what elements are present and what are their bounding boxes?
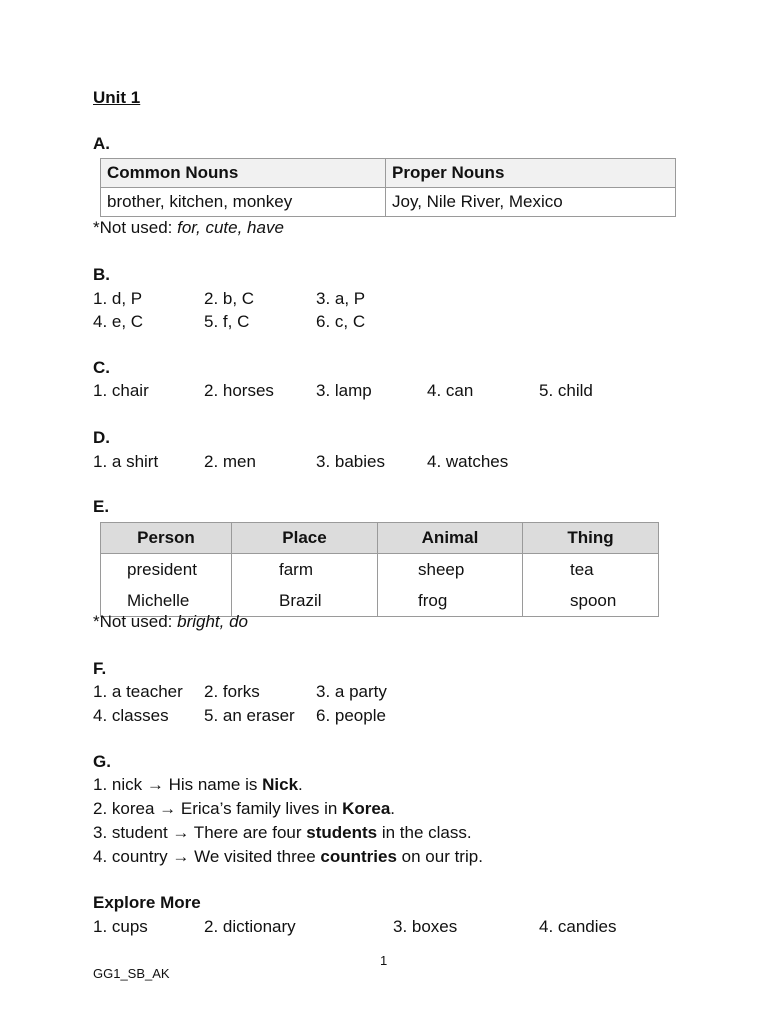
- table-cell: president: [101, 554, 232, 586]
- sentence-end: in the class.: [377, 823, 472, 842]
- header-common-nouns: Common Nouns: [101, 159, 386, 188]
- sentence-answer: Nick: [262, 775, 299, 794]
- answer-item: 1. cups: [93, 917, 148, 936]
- answer-item: 2. forks: [204, 682, 260, 701]
- answer-item: 1. d, P: [93, 289, 143, 308]
- document-code: GG1_SB_AK: [93, 966, 170, 981]
- proper-nouns-cell: Joy, Nile River, Mexico: [386, 188, 676, 217]
- note-words: for, cute, have: [177, 218, 284, 237]
- answer-item: 3. babies: [316, 452, 385, 471]
- answer-item: 4. e, C: [93, 312, 144, 331]
- page-number: 1: [380, 953, 388, 968]
- answer-item: 6. c, C: [316, 312, 366, 331]
- answer-item: 2. b, C: [204, 289, 255, 308]
- table-cell: Michelle: [101, 585, 232, 617]
- section-e-note: [93, 612, 248, 632]
- header-proper-nouns: Proper Nouns: [386, 159, 676, 188]
- table-cell: spoon: [523, 585, 659, 617]
- answer-item: 5. f, C: [204, 312, 250, 331]
- sentence-item: [93, 847, 483, 867]
- note-words: bright, do: [177, 612, 248, 631]
- note-prefix: *Not used:: [93, 218, 178, 237]
- answer-item: 4. can: [427, 381, 474, 400]
- header-place: Place: [232, 523, 378, 554]
- answer-item: 1. chair: [93, 381, 149, 400]
- table-cell: sheep: [378, 554, 523, 586]
- section-a-note: [93, 218, 284, 238]
- table-cell: farm: [232, 554, 378, 586]
- common-nouns-cell: brother, kitchen, monkey: [101, 188, 386, 217]
- answer-item: 3. a, P: [316, 289, 366, 308]
- sentence-item: [93, 775, 303, 795]
- answer-item: 3. boxes: [393, 917, 458, 936]
- header-thing: Thing: [523, 523, 659, 554]
- sentence-text: 2. korea → Erica’s family lives in: [93, 799, 343, 818]
- explore-more-heading: Explore More: [93, 893, 201, 912]
- answer-item: 4. candies: [539, 917, 617, 936]
- answer-item: 1. a shirt: [93, 452, 159, 471]
- table-cell: tea: [523, 554, 659, 586]
- sentence-end: .: [298, 775, 303, 794]
- note-prefix: *Not used:: [93, 612, 178, 631]
- section-f-heading: F.: [93, 659, 107, 678]
- answer-item: 5. child: [539, 381, 593, 400]
- answer-item: 3. a party: [316, 682, 387, 701]
- answer-item: 4. watches: [427, 452, 509, 471]
- unit-title: Unit 1: [93, 88, 141, 107]
- sentence-end: on our trip.: [396, 847, 483, 866]
- section-d-heading: D.: [93, 428, 110, 447]
- table-cell: Brazil: [232, 585, 378, 617]
- sentence-item: [93, 823, 472, 843]
- answer-item: 1. a teacher: [93, 682, 183, 701]
- section-a-table: [100, 158, 676, 217]
- section-a-heading: A.: [93, 134, 110, 153]
- answer-item: 5. an eraser: [204, 706, 295, 725]
- section-g-heading: G.: [93, 752, 111, 771]
- answer-item: 2. dictionary: [204, 917, 296, 936]
- sentence-end: .: [390, 799, 396, 818]
- answer-item: 4. classes: [93, 706, 169, 725]
- sentence-text: 4. country → We visited three: [93, 847, 321, 866]
- sentence-item: [93, 799, 395, 819]
- sentence-answer: Korea: [342, 799, 391, 818]
- sentence-answer: students: [306, 823, 378, 842]
- sentence-answer: countries: [320, 847, 397, 866]
- answer-item: 3. lamp: [316, 381, 372, 400]
- answer-item: 2. men: [204, 452, 256, 471]
- section-b-heading: B.: [93, 265, 110, 284]
- header-animal: Animal: [378, 523, 523, 554]
- answer-item: 2. horses: [204, 381, 274, 400]
- sentence-text: 3. student → There are four: [93, 823, 307, 842]
- answer-item: 6. people: [316, 706, 386, 725]
- header-person: Person: [101, 523, 232, 554]
- table-cell: frog: [378, 585, 523, 617]
- section-c-heading: C.: [93, 358, 110, 377]
- sentence-text: 1. nick → His name is: [93, 775, 263, 794]
- section-e-heading: E.: [93, 497, 110, 516]
- section-e-table: [100, 522, 659, 617]
